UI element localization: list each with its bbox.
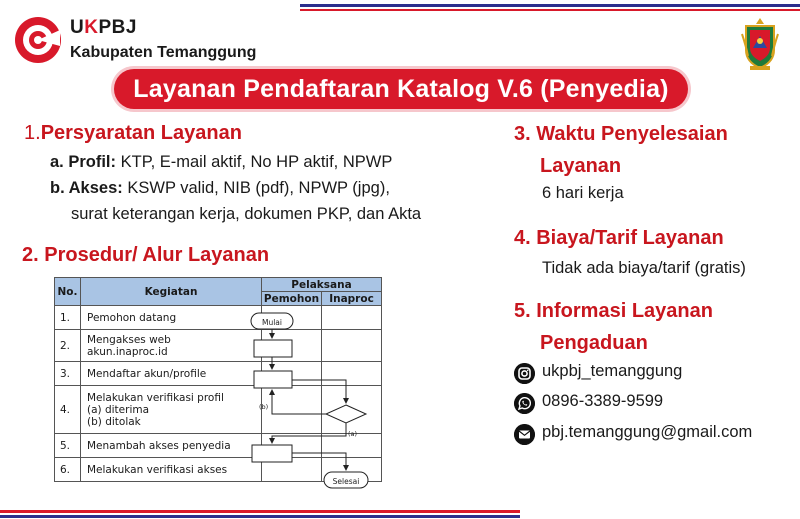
section5-heading: 5. Informasi Layanan xyxy=(514,300,713,322)
row-activity-line: Mengakses web xyxy=(87,333,171,346)
instagram-icon xyxy=(514,363,535,384)
row-activity-line: akun.inaproc.id xyxy=(87,345,168,358)
section4-text: Tidak ada biaya/tarif (gratis) xyxy=(542,259,746,277)
whatsapp-icon xyxy=(514,393,535,414)
flow-step-register xyxy=(254,371,292,388)
flow-step-add-access xyxy=(252,445,292,462)
flow-step-access xyxy=(254,340,292,357)
page-title: Layanan Pendaftaran Katalog V.6 (Penyedia) xyxy=(133,74,669,103)
section1-title: Persyaratan Layanan xyxy=(40,122,242,144)
col-kegiatan-header: Kegiatan xyxy=(81,278,262,306)
contact-whatsapp: 0896-3389-9599 xyxy=(542,392,664,410)
requirement-access-text-cont: surat keterangan kerja, dokumen PKP, dan Akta xyxy=(71,205,422,223)
email-icon xyxy=(514,424,535,445)
row-activity-line: (a) diterima xyxy=(87,403,150,416)
row-activity-line: Melakukan verifikasi profil xyxy=(87,391,224,404)
section3-heading-cont: Layanan xyxy=(540,155,622,177)
col-no-header: No. xyxy=(55,278,81,306)
flow-label-b: (b) xyxy=(259,403,269,411)
row-number: 6. xyxy=(55,458,81,482)
requirement-access-label: b. Akses: xyxy=(50,179,123,197)
col-inaproc-header: Inaproc xyxy=(322,292,382,306)
requirement-profile-text: KTP, E-mail aktif, No HP aktif, NPWP xyxy=(120,153,393,171)
col-pemohon-header: Pemohon xyxy=(262,292,322,306)
row-number: 4. xyxy=(55,386,81,434)
row-activity-line: Pemohon datang xyxy=(87,311,177,324)
section3-text: 6 hari kerja xyxy=(542,184,624,202)
section3-heading: 3. Waktu Penyelesaian xyxy=(514,123,728,145)
flow-end-label: Selesai xyxy=(332,477,360,486)
row-number: 1. xyxy=(55,306,81,330)
row-number: 3. xyxy=(55,362,81,386)
section5-heading-cont: Pengaduan xyxy=(540,332,648,354)
flow-label-a: (a) xyxy=(348,430,358,438)
brand-subtitle: Kabupaten Temanggung xyxy=(70,44,257,61)
requirement-profile-label: a. Profil: xyxy=(50,153,117,171)
requirement-access-text: KSWP valid, NIB (pdf), NPWP (jpg), xyxy=(127,179,390,197)
section4-heading: 4. Biaya/Tarif Layanan xyxy=(514,227,724,249)
contact-instagram: ukpbj_temanggung xyxy=(542,362,683,380)
row-activity-line: Menambah akses penyedia xyxy=(87,439,231,452)
row-activity-line: (b) ditolak xyxy=(87,415,141,428)
flow-decision-verify xyxy=(326,405,366,423)
row-activity-line: Melakukan verifikasi akses xyxy=(87,463,228,476)
contact-email: pbj.temanggung@gmail.com xyxy=(542,423,753,441)
flow-start-label: Mulai xyxy=(262,318,282,327)
section1-number: 1. xyxy=(24,122,41,144)
row-number: 2. xyxy=(55,330,81,362)
row-activity-line: Mendaftar akun/profile xyxy=(87,367,207,380)
col-pelaksana-header: Pelaksana xyxy=(262,278,382,292)
section2-heading: 2. Prosedur/ Alur Layanan xyxy=(22,244,270,266)
row-number: 5. xyxy=(55,434,81,458)
brand-title: UKPBJ xyxy=(70,17,137,38)
